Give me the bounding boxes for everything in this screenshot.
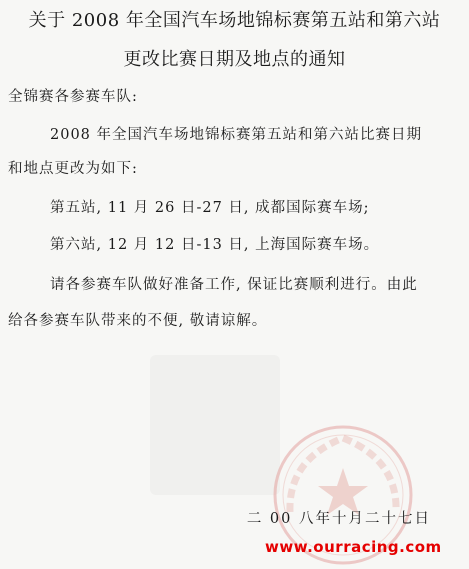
scan-smudge xyxy=(150,355,280,495)
notice-title-line1: 关于 2008 年全国汽车场地锦标赛第五站和第六站 xyxy=(28,10,441,31)
website-watermark: www.ourracing.com xyxy=(265,538,442,556)
document-date: 二 00 八年十月二十七日 xyxy=(246,511,431,527)
paragraph-closing-line-1: 请各参赛车队做好准备工作, 保证比赛顺利进行。由此 xyxy=(50,277,418,293)
paragraph-1-line-1: 2008 年全国汽车场地锦标赛第五站和第六站比赛日期 xyxy=(50,127,423,143)
paragraph-closing-line-2: 给各参赛车队带来的不便, 敬请谅解。 xyxy=(8,313,268,329)
paragraph-stage-5: 第五站, 11 月 26 日-27 日, 成都国际赛车场; xyxy=(50,200,370,216)
paragraph-stage-6: 第六站, 12 月 12 日-13 日, 上海国际赛车场。 xyxy=(50,237,380,253)
salutation: 全锦赛各参赛车队: xyxy=(8,89,138,105)
notice-title-line2: 更改比赛日期及地点的通知 xyxy=(123,49,346,70)
paragraph-1-line-2: 和地点更改为如下: xyxy=(8,161,138,177)
